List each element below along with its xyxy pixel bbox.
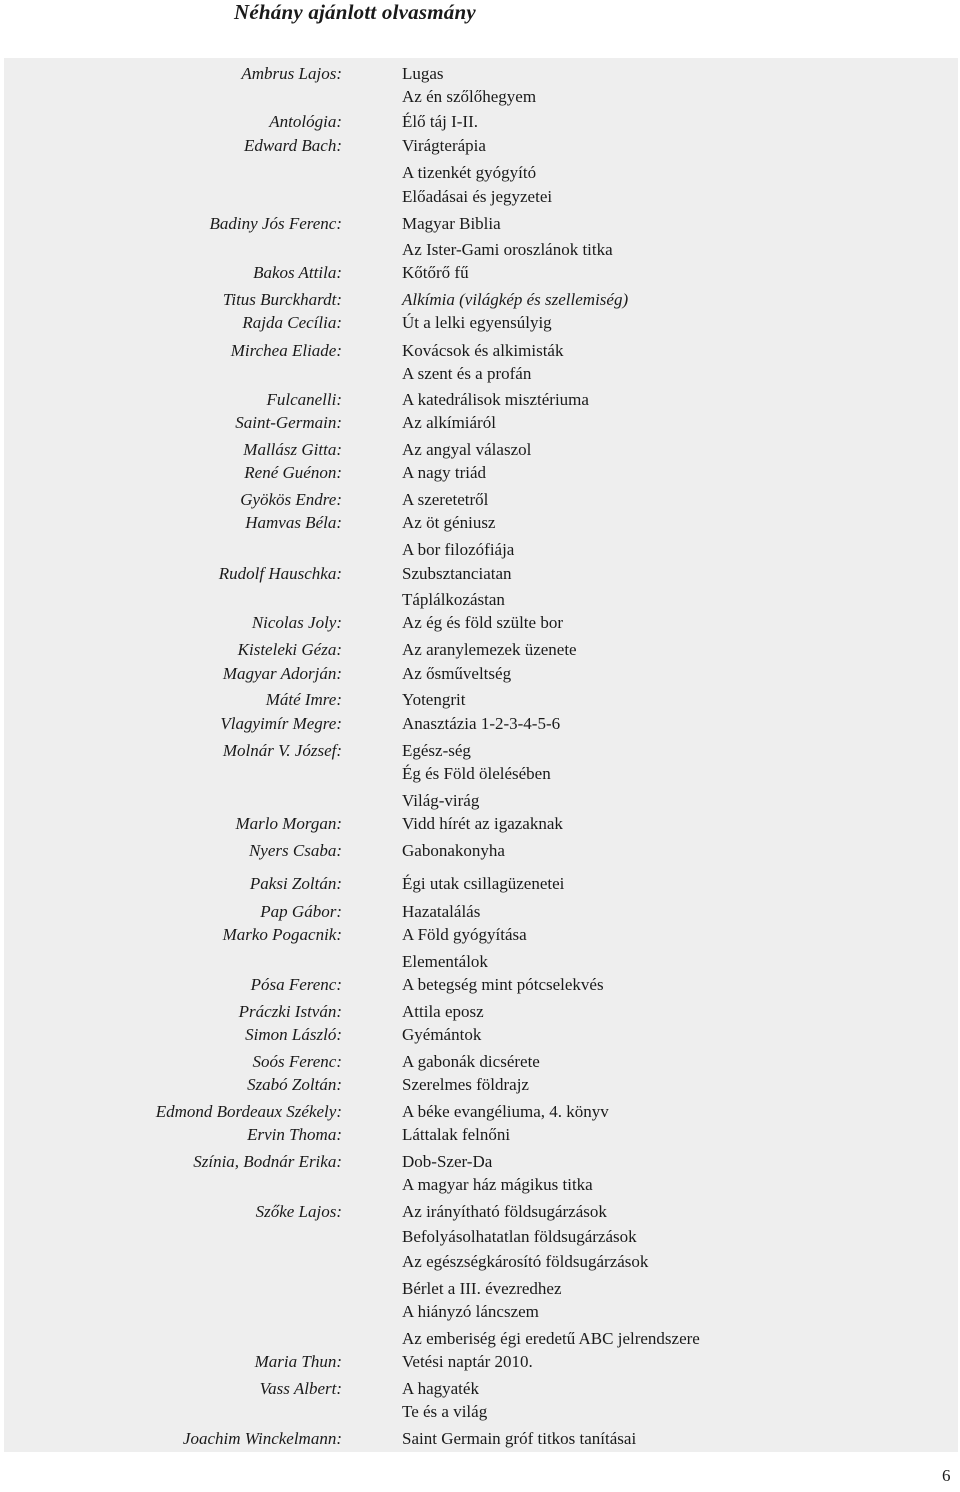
book-title: Kőtőrő fű: [402, 263, 469, 282]
book-title: Az öt géniusz: [402, 513, 496, 532]
reading-list-panel: [4, 58, 958, 1452]
book-title: Az ősműveltség: [402, 664, 512, 683]
book-title: Égi utak csillagüzenetei: [402, 874, 565, 893]
author-name: Titus Burckhardt:: [222, 290, 342, 309]
author-name: Práczki István:: [238, 1002, 342, 1021]
book-title: A magyar ház mágikus titka: [402, 1175, 593, 1194]
author-name: Pap Gábor:: [260, 902, 342, 921]
book-title: Út a lelki egyensúlyig: [402, 313, 552, 332]
author-name: Gyökös Endre:: [240, 490, 342, 509]
book-title: Attila eposz: [402, 1002, 484, 1021]
book-title: Gyémántok: [402, 1025, 482, 1044]
author-name: Maria Thun:: [254, 1352, 342, 1371]
book-title: A hagyaték: [402, 1379, 479, 1398]
author-name: Marko Pogacnik:: [222, 925, 342, 944]
book-title: Ég és Föld ölelésében: [402, 764, 551, 783]
author-name: Magyar Adorján:: [222, 664, 342, 683]
author-name: Vass Albert:: [259, 1379, 342, 1398]
book-title: Vidd hírét az igazaknak: [402, 814, 563, 833]
book-title: Hazatalálás: [402, 902, 481, 921]
book-title: Te és a világ: [402, 1402, 488, 1421]
book-title: Az ég és föld szülte bor: [402, 613, 563, 632]
book-title: Az angyal válaszol: [402, 440, 532, 459]
author-name: Paksi Zoltán:: [249, 874, 342, 893]
author-name: Saint-Germain:: [235, 413, 342, 432]
book-title: Anasztázia 1-2-3-4-5-6: [402, 714, 561, 733]
author-name: Soós Ferenc:: [252, 1052, 342, 1071]
book-title: Kovácsok és alkimisták: [402, 341, 564, 360]
author-name: Színia, Bodnár Erika:: [193, 1152, 342, 1171]
author-name: Ervin Thoma:: [247, 1125, 342, 1144]
book-title: Az alkímiáról: [402, 413, 496, 432]
book-title: Az én szőlőhegyem: [402, 87, 537, 106]
author-name: Pósa Ferenc:: [250, 975, 342, 994]
book-title: Az irányítható földsugárzások: [402, 1202, 607, 1221]
author-name: Nyers Csaba:: [248, 841, 342, 860]
book-title: Világ-virág: [402, 791, 480, 810]
author-name: Marlo Morgan:: [235, 814, 342, 833]
author-name: Vlagyimír Megre:: [220, 714, 342, 733]
author-name: Ambrus Lajos:: [241, 64, 342, 83]
author-name: Simon László:: [245, 1025, 342, 1044]
author-name: Rudolf Hauschka:: [218, 564, 342, 583]
author-name: Bakos Attila:: [253, 263, 342, 282]
book-title: Saint Germain gróf titkos tanításai: [402, 1429, 637, 1448]
author-name: Rajda Cecília:: [242, 313, 342, 332]
book-title: Az egészségkárosító földsugárzások: [402, 1252, 649, 1271]
book-title: Táplálkozástan: [402, 590, 505, 609]
book-title: Bérlet a III. évezredhez: [402, 1279, 562, 1298]
book-title: A nagy triád: [402, 463, 487, 482]
book-title: Alkímia (világkép és szellemiség): [402, 290, 629, 309]
book-title: A béke evangéliuma, 4. könyv: [402, 1102, 609, 1121]
book-title: Gabonakonyha: [402, 841, 505, 860]
book-title: A gabonák dicsérete: [402, 1052, 540, 1071]
author-name: Edward Bach:: [243, 136, 342, 155]
author-name: Mallász Gitta:: [243, 440, 342, 459]
book-title: Virágterápia: [402, 136, 486, 155]
author-name: René Guénon:: [244, 463, 342, 482]
page-number: 6: [942, 1466, 951, 1485]
author-name: Edmond Bordeaux Székely:: [155, 1102, 342, 1121]
book-title: A betegség mint pótcselekvés: [402, 975, 604, 994]
author-name: Szabó Zoltán:: [247, 1075, 342, 1094]
author-name: Badiny Jós Ferenc:: [209, 214, 342, 233]
book-title: Yotengrit: [402, 690, 466, 709]
book-title: Előadásai és jegyzetei: [402, 187, 553, 206]
book-title: A katedrálisok misztériuma: [402, 390, 589, 409]
book-title: Láttalak felnőni: [402, 1125, 511, 1144]
author-name: Nicolas Joly:: [251, 613, 342, 632]
book-title: Az Ister-Gami oroszlánok titka: [402, 240, 613, 259]
book-title: Dob-Szer-Da: [402, 1152, 493, 1171]
book-title: A tizenkét gyógyító: [402, 163, 537, 182]
book-title: Elementálok: [402, 952, 488, 971]
book-title: Befolyásolhatatlan földsugárzások: [402, 1227, 637, 1246]
book-title: A Föld gyógyítása: [402, 925, 527, 944]
book-title: A szent és a profán: [402, 364, 532, 383]
book-title: Szerelmes földrajz: [402, 1075, 529, 1094]
author-name: Mirchea Eliade:: [230, 341, 342, 360]
page-title: Néhány ajánlott olvasmány: [234, 0, 476, 24]
book-title: A szeretetről: [402, 490, 489, 509]
book-title: Vetési naptár 2010.: [402, 1352, 533, 1371]
author-name: Hamvas Béla:: [245, 513, 342, 532]
book-title: Szubsztanciatan: [402, 564, 512, 583]
book-title: A hiányzó láncszem: [402, 1302, 539, 1321]
author-name: Joachim Winckelmann:: [182, 1429, 342, 1448]
book-title: Az aranylemezek üzenete: [402, 640, 577, 659]
book-title: Élő táj I-II.: [402, 112, 478, 131]
author-name: Molnár V. József:: [222, 741, 342, 760]
author-name: Fulcanelli:: [266, 390, 342, 409]
book-title: Az emberiség égi eredetű ABC jelrendszere: [402, 1329, 700, 1348]
author-name: Kisteleki Géza:: [237, 640, 342, 659]
book-title: Lugas: [402, 64, 444, 83]
book-title: Magyar Biblia: [402, 214, 501, 233]
book-title: Egész-ség: [402, 741, 471, 760]
author-name: Szőke Lajos:: [255, 1202, 342, 1221]
author-name: Antológia:: [269, 112, 342, 131]
author-name: Máté Imre:: [265, 690, 342, 709]
book-title: A bor filozófiája: [402, 540, 515, 559]
